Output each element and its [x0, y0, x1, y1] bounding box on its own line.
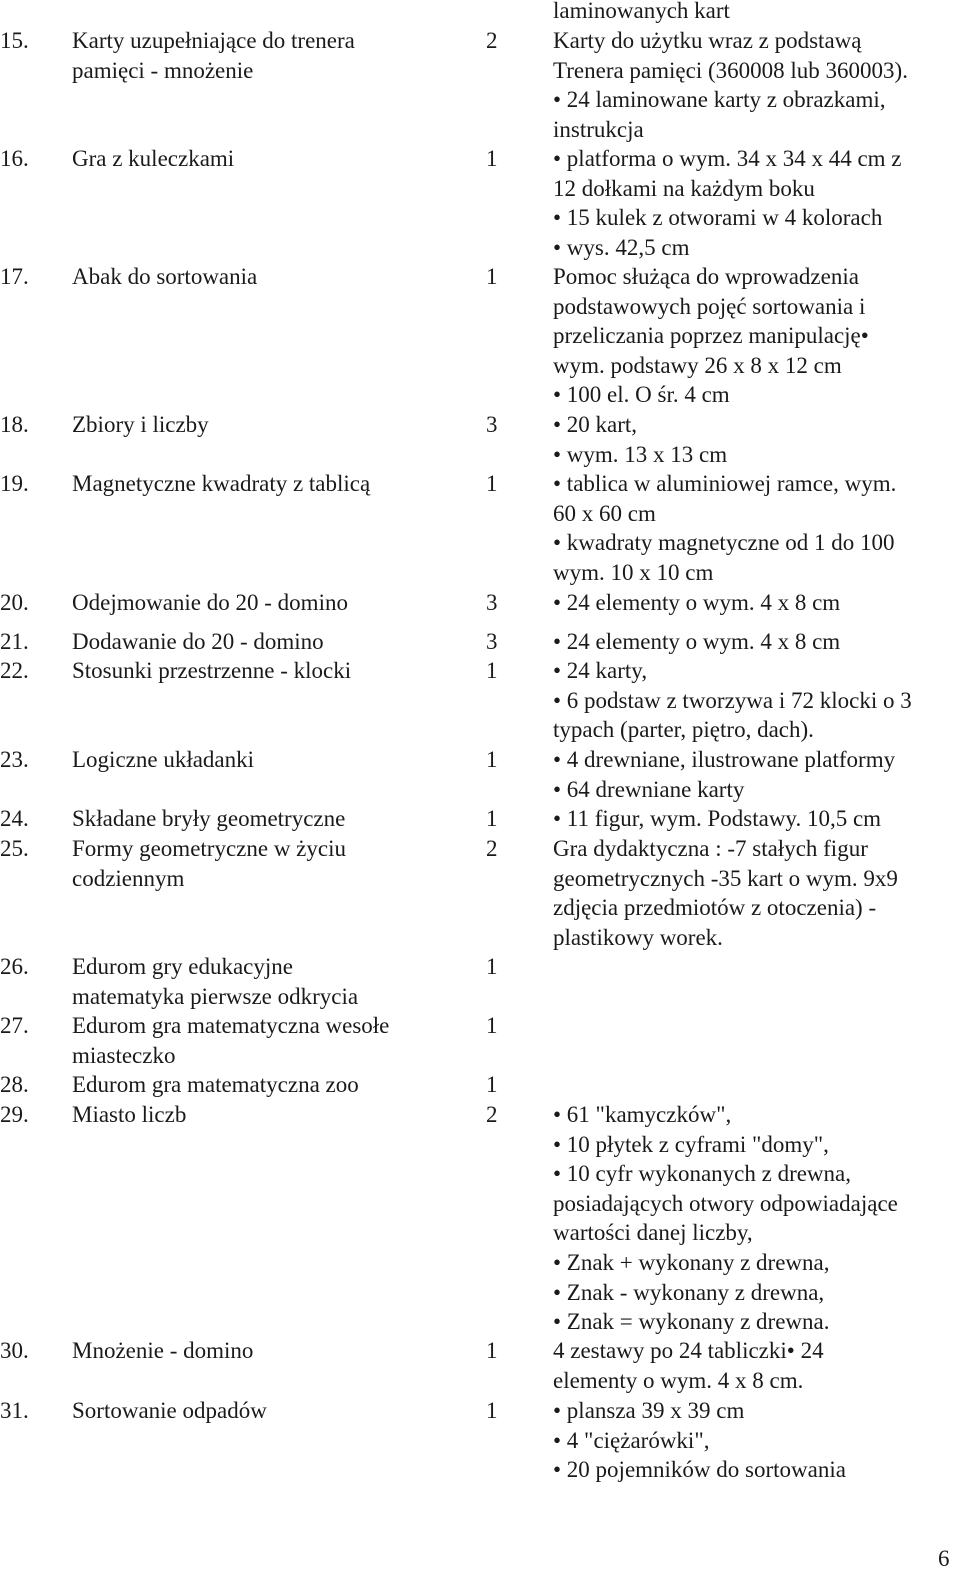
item-quantity: 3 [486, 590, 498, 615]
item-name [72, 1011, 442, 1070]
item-description-line: • 10 płytek z cyframi "domy", [553, 1131, 829, 1157]
item-quantity: 1 [486, 1072, 498, 1097]
item-number: 23. [0, 747, 29, 772]
item-name [72, 1336, 442, 1366]
item-description-line: • 20 pojemników do sortowania [553, 1457, 846, 1483]
item-description-line: • platforma o wym. 34 x 34 x 44 cm z [553, 146, 902, 171]
item-name-line: matematyka pierwsze odkrycia [72, 983, 359, 1009]
item-description-line: • 64 drewniane karty [553, 776, 745, 802]
item-description [553, 745, 958, 804]
item-description [553, 469, 958, 587]
item-description-line: geometrycznych -35 kart o wym. 9x9 [553, 865, 898, 891]
item-description-line: instrukcja [553, 116, 644, 142]
item-description [553, 656, 958, 745]
item-description-line: typach (parter, piętro, dach). [553, 717, 814, 743]
item-description-line: • Znak = wykonany z drewna. [553, 1309, 830, 1335]
continued-description-line: laminowanych kart [553, 0, 730, 23]
item-number: 28. [0, 1072, 29, 1097]
item-description-line: • 15 kulek z otworami w 4 kolorach [553, 205, 883, 231]
item-quantity: 1 [486, 954, 498, 979]
item-name [72, 745, 442, 775]
item-description-line: • 61 "kamyczków", [553, 1102, 732, 1127]
item-name [72, 834, 442, 893]
item-description-line: wym. 10 x 10 cm [553, 559, 714, 585]
item-description-line: elementy o wym. 4 x 8 cm. [553, 1367, 804, 1393]
item-description-line: zdjęcia przedmiotów z otoczenia) - [553, 895, 877, 921]
item-number: 17. [0, 264, 29, 289]
page-number: 6 [938, 1546, 950, 1571]
item-name-line: codziennym [72, 865, 185, 891]
item-number: 16. [0, 146, 29, 171]
item-description-line: • 100 el. O śr. 4 cm [553, 382, 730, 408]
item-number: 24. [0, 806, 29, 831]
item-description-line: Trenera pamięci (360008 lub 360003). [553, 57, 908, 83]
item-quantity: 2 [486, 836, 498, 861]
item-name-line: Gra z kuleczkami [72, 146, 235, 171]
item-name [72, 262, 442, 292]
item-description [553, 26, 958, 144]
item-name [72, 26, 442, 85]
item-name [72, 410, 442, 440]
item-description [553, 144, 958, 262]
item-name [72, 952, 442, 1011]
item-number: 27. [0, 1013, 29, 1038]
item-description [553, 410, 958, 469]
item-description-line: posiadających otwory odpowiadające [553, 1190, 898, 1216]
item-name-line: pamięci - mnożenie [72, 57, 254, 83]
item-description-line: • 11 figur, wym. Podstawy. 10,5 cm [553, 806, 882, 831]
item-name-line: Dodawanie do 20 - domino [72, 629, 324, 654]
item-description [553, 1336, 958, 1395]
item-description [553, 1100, 958, 1337]
item-number: 15. [0, 28, 29, 53]
item-description-line: wartości danej liczby, [553, 1220, 753, 1246]
item-name-line: Edurom gry edukacyjne [72, 954, 293, 979]
item-description-line: • 24 elementy o wym. 4 x 8 cm [553, 590, 841, 615]
item-name-line: Karty uzupełniające do trenera [72, 28, 355, 53]
item-name-line: Edurom gra matematyczna zoo [72, 1072, 359, 1097]
item-description-line: • Znak + wykonany z drewna, [553, 1249, 830, 1275]
item-quantity: 1 [486, 264, 498, 289]
item-name-line: Edurom gra matematyczna wesołe [72, 1013, 390, 1038]
item-description-line: plastikowy worek. [553, 924, 723, 950]
item-name [72, 588, 442, 618]
item-description [553, 1396, 958, 1485]
item-number: 21. [0, 629, 29, 654]
item-description [553, 834, 958, 952]
item-number: 29. [0, 1102, 29, 1127]
item-description-line: Karty do użytku wraz z podstawą [553, 28, 862, 53]
item-description-line: podstawowych pojęć sortowania i [553, 293, 866, 319]
item-name [72, 1070, 442, 1100]
item-name-line: miasteczko [72, 1042, 176, 1068]
item-description-line: • 4 "ciężarówki", [553, 1427, 710, 1453]
item-name-line: Abak do sortowania [72, 264, 258, 289]
item-description-line: 60 x 60 cm [553, 500, 656, 526]
item-description-line: • tablica w aluminiowej ramce, wym. [553, 471, 897, 496]
item-description-line: • Znak - wykonany z drewna, [553, 1279, 825, 1305]
item-description-line: • plansza 39 x 39 cm [553, 1398, 745, 1423]
item-name [72, 1396, 442, 1426]
item-quantity: 2 [486, 1102, 498, 1127]
item-number: 30. [0, 1338, 29, 1363]
item-quantity: 1 [486, 658, 498, 683]
item-description-line: • 20 kart, [553, 412, 638, 437]
item-name-line: Sortowanie odpadów [72, 1398, 267, 1423]
item-description [553, 627, 958, 657]
item-name [72, 144, 442, 174]
item-name-line: Miasto liczb [72, 1102, 187, 1127]
item-description-line: Gra dydaktyczna : -7 stałych figur [553, 836, 868, 861]
item-description-line: Pomoc służąca do wprowadzenia [553, 264, 859, 289]
item-quantity: 1 [486, 806, 498, 831]
item-name-line: Mnożenie - domino [72, 1338, 254, 1363]
item-description [553, 804, 958, 834]
item-name [72, 627, 442, 657]
item-quantity: 2 [486, 28, 498, 53]
item-description-line: • 10 cyfr wykonanych z drewna, [553, 1161, 852, 1187]
item-quantity: 1 [486, 1013, 498, 1038]
item-name [72, 656, 442, 686]
item-description-line: • 24 karty, [553, 658, 648, 683]
item-quantity: 3 [486, 629, 498, 654]
item-description-line: przeliczania poprzez manipulację• [553, 323, 869, 349]
item-name [72, 1100, 442, 1130]
item-quantity: 1 [486, 1338, 498, 1363]
item-description [553, 262, 958, 410]
item-quantity: 1 [486, 1398, 498, 1423]
item-number: 25. [0, 836, 29, 861]
item-description-line: • 24 elementy o wym. 4 x 8 cm [553, 629, 841, 654]
item-number: 22. [0, 658, 29, 683]
item-quantity: 1 [486, 747, 498, 772]
item-quantity: 1 [486, 146, 498, 171]
item-name-line: Składane bryły geometryczne [72, 806, 346, 831]
item-number: 31. [0, 1398, 29, 1423]
item-description-line: • wys. 42,5 cm [553, 234, 690, 260]
item-number: 20. [0, 590, 29, 615]
item-description-line: 12 dołkami na każdym boku [553, 175, 815, 201]
item-quantity: 3 [486, 412, 498, 437]
item-name [72, 469, 442, 499]
item-name-line: Stosunki przestrzenne - klocki [72, 658, 352, 683]
item-number: 26. [0, 954, 29, 979]
item-name-line: Formy geometryczne w życiu [72, 836, 346, 861]
item-number: 18. [0, 412, 29, 437]
item-name [72, 804, 442, 834]
item-description [553, 588, 958, 618]
item-description-line: • wym. 13 x 13 cm [553, 441, 728, 467]
item-name-line: Odejmowanie do 20 - domino [72, 590, 348, 615]
item-quantity: 1 [486, 471, 498, 496]
item-description-line: wym. podstawy 26 x 8 x 12 cm [553, 352, 842, 378]
item-description-line: 4 zestawy po 24 tabliczki• 24 [553, 1338, 824, 1363]
item-name-line: Logiczne układanki [72, 747, 255, 772]
item-name-line: Magnetyczne kwadraty z tablicą [72, 471, 371, 496]
item-description-line: • 6 podstaw z tworzywa i 72 klocki o 3 [553, 687, 912, 713]
item-name-line: Zbiory i liczby [72, 412, 209, 437]
item-description-line: • 4 drewniane, ilustrowane platformy [553, 747, 896, 772]
item-description-line: • kwadraty magnetyczne od 1 do 100 [553, 530, 895, 556]
item-description-line: • 24 laminowane karty z obrazkami, [553, 87, 886, 113]
item-number: 19. [0, 471, 29, 496]
